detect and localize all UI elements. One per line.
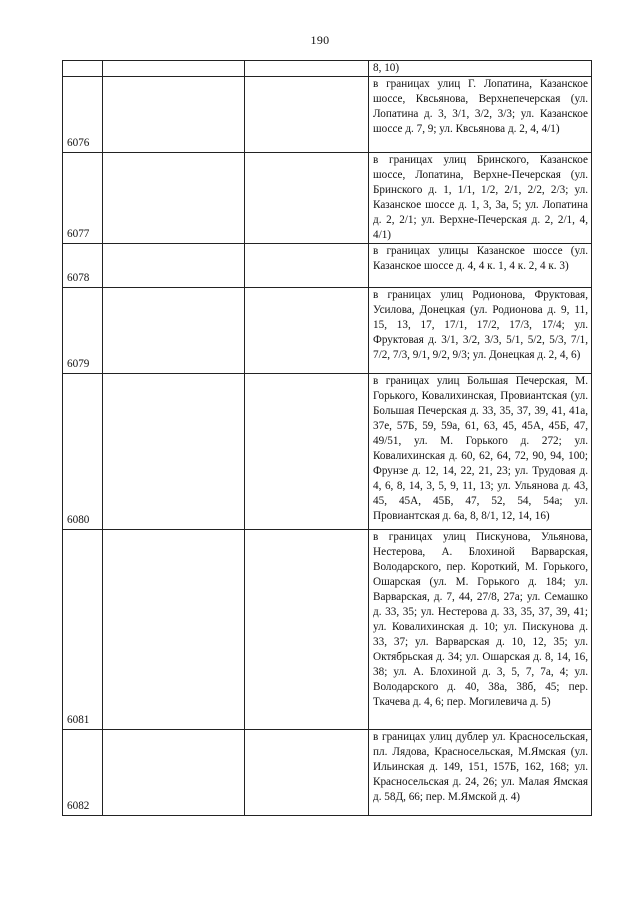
address-cell: в границах улиц Пискунова, Ульянова, Нестерова, А. Блохиной Варварская, Володарского, пер. Короткий, М. Горького, Ошарская (ул. М. Горького д. 184; ул. Варварская, д. 7, 44, 27/8, 27а; ул. Семашко д. 33, 35; ул. Нестерова д. 33, 35, 37, 39, 41; ул. Ковалихинская д. 10; ул. Пискунова д. 33, 37; ул. Варварская д. 10, 12, 35; ул. Октябрьская д. 34; ул. Ошарская д. 8, 14, 16, 38; ул. А. Блохиной д. 3, 5, 7, 7а, 4; ул. Володарского д. 40, 38а, 38б, 45; пер. Ткачева д. 4, 6; пер. Могилевича д. 5) (369, 530, 592, 730)
table-row (63, 530, 592, 730)
empty-cell (245, 374, 369, 530)
table-row (63, 244, 592, 288)
address-cell: в границах улиц Большая Печерская, М. Горького, Ковалихинская, Провиантская (ул. Большая Печерская д. 33, 35, 37, 39, 41, 41а, 37е, 57Б, 59, 59а, 61, 63, 45, 45А, 45Б, 47, 49/51, ул. М. Горького д. 272; ул. Ковалихинская д. 60, 62, 64, 72, 90, 94, 100; Фрунзе д. 12, 14, 22, 21, 23; ул. Трудовая д. 4, 6, 8, 14, 3, 5, 9, 11, 13; ул. Ульянова д. 43, 45, 45А, 45Б, 47, 52, 54, 54а; ул. Провиантская д. 6а, 8, 8/1, 12, 14, 16) (369, 374, 592, 530)
empty-cell (103, 244, 245, 288)
table-row (63, 153, 592, 244)
district-number: 6081 (63, 530, 103, 730)
address-cell: 8, 10) (369, 61, 592, 77)
table-row (63, 730, 592, 816)
empty-cell (245, 288, 369, 374)
district-number: 6080 (63, 374, 103, 530)
empty-cell (103, 730, 245, 816)
polling-districts-table (62, 60, 592, 816)
empty-cell (103, 288, 245, 374)
address-cell: в границах улиц дублер ул. Красносельская, пл. Лядова, Красносельская, М.Ямская (ул. Ильинская д. 149, 151, 157Б, 162, 168; ул. Красносельская д. 24, 26; ул. Малая Ямская д. 58Д, 66; пер. М.Ямской д. 4) (369, 730, 592, 816)
empty-cell (245, 61, 369, 77)
address-cell: в границах улиц Родионова, Фруктовая, Усилова, Донецкая (ул. Родионова д. 9, 11, 15, 13, 17, 17/1, 17/2, 17/3, 17/4; ул. Фруктовая д. 3/1, 3/2, 3/3, 5/1, 5/2, 5/3, 7/1, 7/2, 7/3, 9/1, 9/2, 9/3; ул. Донецкая д. 2, 4, 6) (369, 288, 592, 374)
empty-cell (245, 77, 369, 153)
district-number: 6076 (63, 77, 103, 153)
district-number: 6079 (63, 288, 103, 374)
empty-cell (245, 244, 369, 288)
table-row-continuation (63, 61, 592, 77)
empty-cell (103, 61, 245, 77)
empty-cell (103, 374, 245, 530)
empty-cell (245, 730, 369, 816)
number-cell (63, 61, 103, 77)
district-number: 6082 (63, 730, 103, 816)
empty-cell (103, 530, 245, 730)
page-number: 190 (310, 33, 330, 47)
address-cell: в границах улицы Казанское шоссе (ул. Казанское шоссе д. 4, 4 к. 1, 4 к. 2, 4 к. 3) (369, 244, 592, 288)
empty-cell (245, 153, 369, 244)
district-number: 6078 (63, 244, 103, 288)
table-row (63, 374, 592, 530)
table-row (63, 288, 592, 374)
empty-cell (103, 153, 245, 244)
empty-cell (245, 530, 369, 730)
empty-cell (103, 77, 245, 153)
address-cell: в границах улиц Бринского, Казанское шоссе, Лопатина, Верхне-Печерская (ул. Бринского д. 1, 1/1, 1/2, 2/1, 2/2, 2/3; ул. Казанское шоссе д. 1, 3, 3а, 5; ул. Лопатина д. 2, 2/1; ул. Верхне-Печерская д. 2, 2/1, 4, 4/1) (369, 153, 592, 244)
district-number: 6077 (63, 153, 103, 244)
address-cell: в границах улиц Г. Лопатина, Казанское шоссе, Квсьянова, Верхнепечерская (ул. Лопатина д. 3, 3/1, 3/2, 3/3; ул. Казанское шоссе д. 7, 9; ул. Квсьянова д. 2, 4, 4/1) (369, 77, 592, 153)
table-row (63, 77, 592, 153)
